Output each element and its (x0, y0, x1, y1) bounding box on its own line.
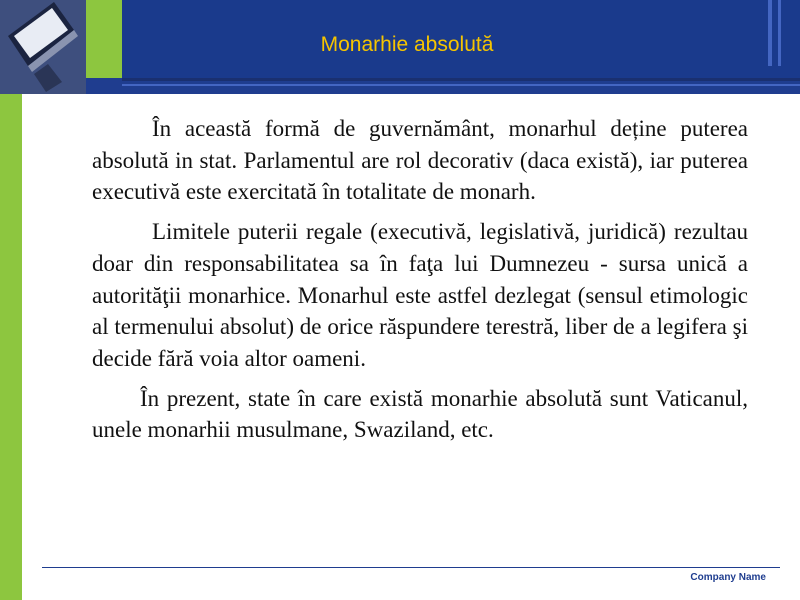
computer-monitor-icon (0, 0, 86, 94)
footer-divider (42, 567, 780, 568)
paragraph: În prezent, state în care există monarhie absolută sunt Vaticanul, unele monarhii musulmane, Swaziland, etc. (92, 385, 748, 443)
decorative-stripe (122, 78, 800, 81)
accent-sidebar (0, 94, 22, 600)
slide-title: Monarhie absolută (320, 33, 494, 56)
decorative-stripe (122, 84, 800, 86)
decorative-stripe (768, 0, 772, 66)
paragraph: În această formă de guvernământ, monarhul deține puterea absolută in stat. Parlamentul are rol decorativ (daca există), iar puterea executivă este exercitată în totalitate de monarh. (92, 116, 748, 205)
slide-body (92, 113, 748, 454)
decorative-stripe (778, 0, 781, 66)
accent-square (86, 0, 122, 78)
paragraph: Limitele puterii regale (executivă, legislativă, juridică) rezultau doar din responsabilitatea sa în faţa lui Dumnezeu - sursa unică a autorităţii monarhice. Monarhul este astfel dezlegat (sensul etimologic al termenului absolut) de orice răspundere terestră, liber de a legifera şi decide fără voia altor oameni. (92, 219, 748, 371)
company-name: Company Name (690, 572, 766, 583)
